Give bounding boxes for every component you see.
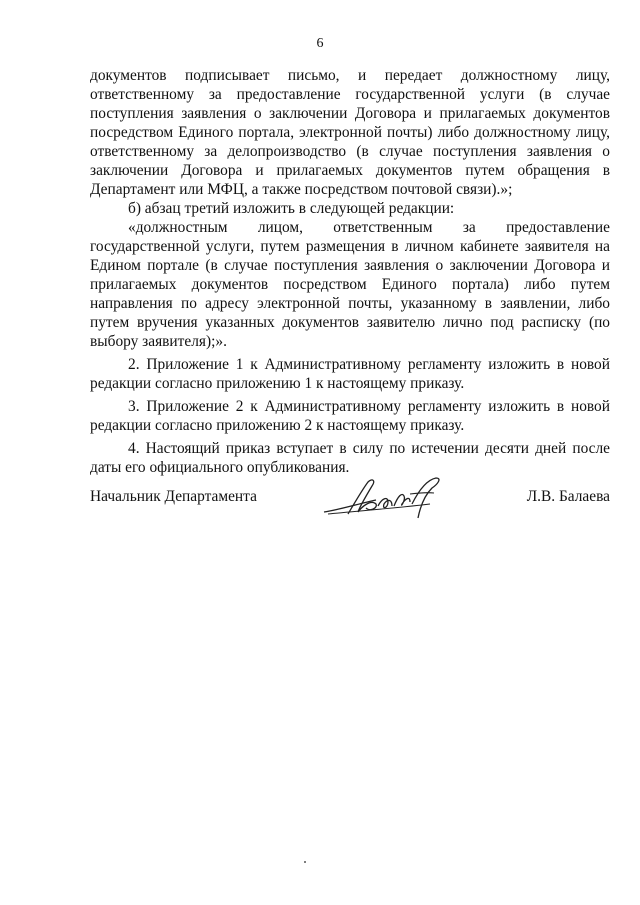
paragraph-item-3: 3. Приложение 2 к Административному регламенту изложить в новой редакции согласно приложению 2 к настоящему приказу. xyxy=(90,398,610,434)
paragraph-continuation: документов подписывает письмо, и передает должностному лицу, ответственному за предоставление государственной услуги (в случае поступления заявления о заключении Договора и прилагаемых документов посредством Единого портала, электронной почты) либо должностному лицу, ответственному за делопроизводство (в случае поступления заявления о заключении Договора и прилагаемых документов путем обращения в Департамент или МФЦ, а также посредством почтовой связи).»; xyxy=(90,67,610,198)
signatory-title: Начальник Департамента xyxy=(90,488,257,505)
signatory-name: Л.В. Балаева xyxy=(526,488,610,505)
paragraph-quoted-text: «должностным лицом, ответственным за предоставление государственной услуги, путем размещения в личном кабинете заявителя на Едином портале (в случае поступления заявления о заключении Договора и прилагаемых документов посредством Единого портала) либо путем направления по адресу электронной почты, указанному в заявлении, либо путем вручения указанных документов заявителю лично под расписку (по выбору заявителя);». xyxy=(90,219,610,350)
signature-block xyxy=(90,476,610,516)
scan-artifact-dot xyxy=(304,861,306,863)
paragraph-item-2: 2. Приложение 1 к Административному регламенту изложить в новой редакции согласно приложению 1 к настоящему приказу. xyxy=(90,356,610,392)
handwritten-signature xyxy=(318,474,448,520)
paragraph-subitem-b: б) абзац третий изложить в следующей редакции: xyxy=(128,200,455,217)
page-number: 6 xyxy=(316,36,324,51)
document-body xyxy=(90,66,610,477)
paragraph-item-4: 4. Настоящий приказ вступает в силу по истечении десяти дней после даты его официального опубликования. xyxy=(90,440,610,476)
